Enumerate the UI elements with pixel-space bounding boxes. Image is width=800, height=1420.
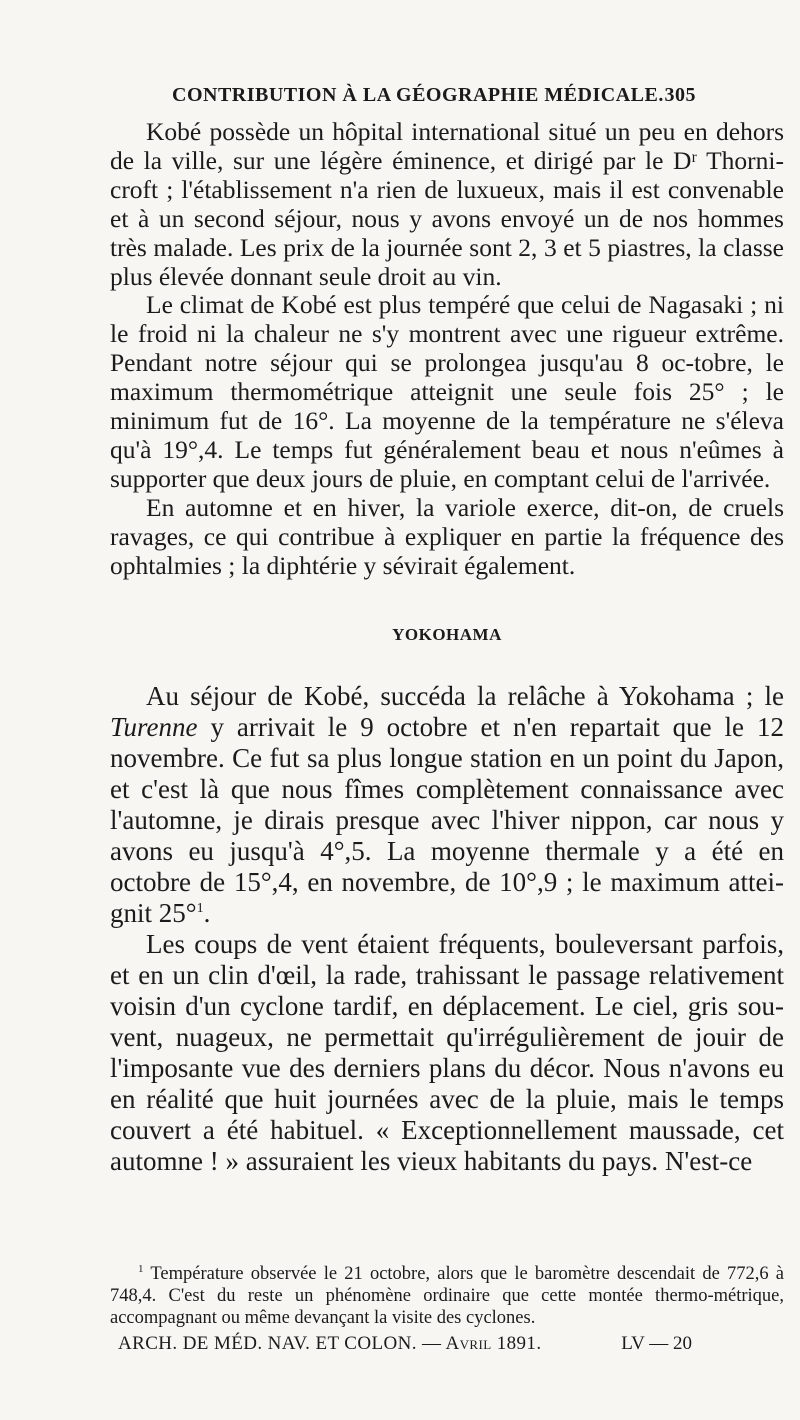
yokohama-section: [110, 681, 784, 1177]
paragraph-yokohama-weather: Les coups de vent étaient fréquents, bouleversant parfois, et en un clin d'œil, la rade, trahissant le passage relativement voisin d'un cyclone tardif, en déplacement. Le ciel, gris sou-vent, nuageux, ne permettait qu'irrégulièrement de jouir de l'imposante vue des derniers plans du décor. Nous n'avons eu en réalité que huit journées avec de la pluie, mais le temps couvert a été habituel. « Exceptionnellement maussade, cet automne ! » assuraient les vieux habitants du pays. N'est-ce: [110, 929, 784, 1177]
main-text: [110, 118, 784, 1177]
paragraph-kobe-climate: Le climat de Kobé est plus tempéré que celui de Nagasaki ; ni le froid ni la chaleur ne s'y montrent avec une rigueur extrême. Pendant notre séjour qui se prolongea jusqu'au 8 oc-tobre, le maximum thermométrique atteignit une seule fois 25° ; le minimum fut de 16°. La moyenne de la température ne s'éleva qu'à 19°,4. Le temps fut généralement beau et nous n'eûmes à supporter que deux jours de pluie, en comptant celui de l'arrivée.: [110, 290, 784, 493]
journal-citation: ARCH. DE MÉD. NAV. ET COLON. — Avril 1891.: [118, 1333, 542, 1354]
volume-signature: LV — 20: [621, 1333, 692, 1354]
text-run: Au séjour de Kobé, succéda la relâche à Yokohama ; le: [146, 681, 784, 712]
text-run: .: [203, 898, 211, 929]
ship-name: Turenne: [110, 712, 198, 743]
paragraph-kobe-diseases: En automne et en hiver, la variole exerce, dit-on, de cruels ravages, ce qui contribue à expliquer en partie la fréquence des ophtalmies ; la diphtérie y sévirait également.: [110, 492, 784, 580]
footnote-reference: 1: [196, 901, 204, 917]
section-heading-yokohama: YOKOHAMA: [392, 624, 502, 644]
running-header: [172, 84, 696, 107]
footnote-mark: 1: [138, 1262, 144, 1275]
paragraph-yokohama-arrival: [110, 681, 784, 929]
footnote-text: [110, 1263, 784, 1329]
footnote: [110, 1263, 784, 1329]
page-footer: [118, 1333, 692, 1355]
page-number: 305: [664, 84, 696, 106]
running-title: CONTRIBUTION À LA GÉOGRAPHIE MÉDICALE.: [172, 84, 664, 106]
paragraph-kobe-hospital: Kobé possède un hôpital international situé un peu en dehors de la ville, sur une légère éminence, et dirigé par le Dʳ Thorni-croft ; l'établissement n'a rien de luxueux, mais il est convenable et à un second séjour, nous y avons envoyé un de nos hommes très malade. Les prix de la journée sont 2, 3 et 5 piastres, la classe plus élevée donnant seule droit au vin.: [110, 117, 784, 291]
footnote-body: Température observée le 21 octobre, alors que le baromètre descendait de 772,6 à 748,4. C'est du reste un phénomène ordinaire que cette montée thermo-métrique, accompagnant ou même devançant la visite des cyclones.: [110, 1264, 785, 1328]
text-run: y arrivait le 9 octobre et n'en repartait que le 12 novembre. Ce fut sa plus longue station en un point du Japon, et c'est là que nous fîmes complètement connaissance avec l'automne, je dirais presque avec l'hiver nippon, car nous y avons eu jusqu'à 4°,5. La moyenne thermale y a été en octobre de 15°,4, en novembre, de 10°,9 ; le maximum attei-gnit 25°: [110, 712, 784, 929]
